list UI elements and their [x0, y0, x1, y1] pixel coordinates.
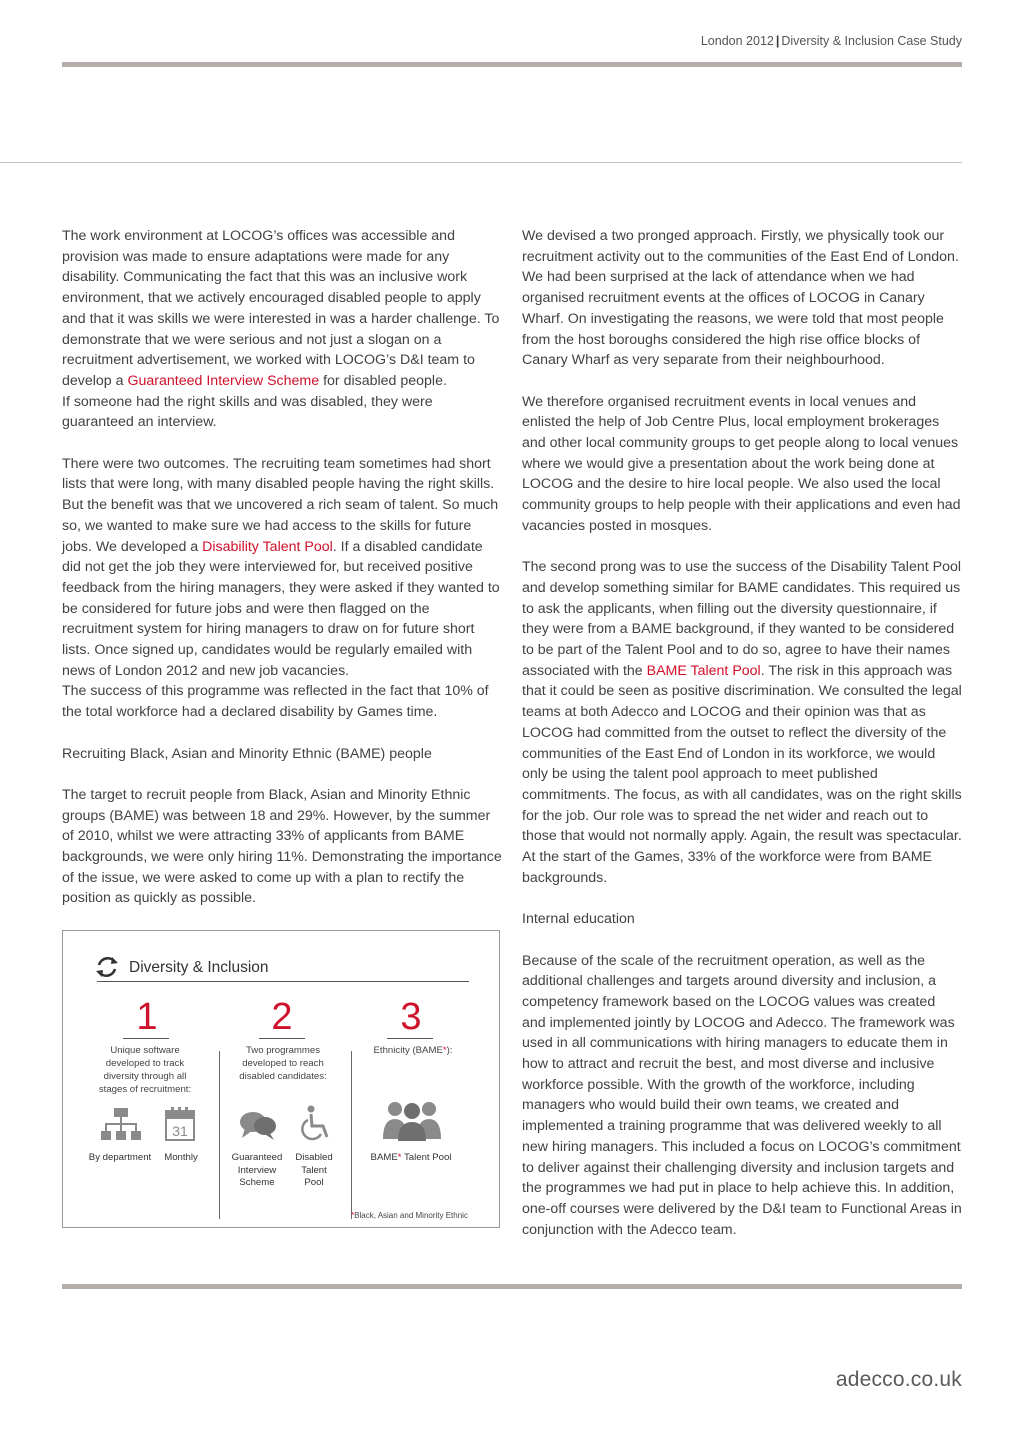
paragraph-two-pronged: We devised a two pronged approach. Firstly, we physically took our recruitment activity out to the communities of the East End of London. We had been surprised at the lack of attendance when we had organised recruitment events at the offices of LOCOG in Canary Wharf. On investigating the reasons, we were told that most people from the host boroughs considered the high rise office blocks of Canary Wharf as very separate from their neighbourhood.: [522, 228, 959, 369]
disability-talent-pool-link[interactable]: Disability Talent Pool: [202, 538, 333, 555]
stat-number-2: 2: [271, 996, 293, 1038]
paragraph-accessible-environment: The work environment at LOCOG’s offices was accessible and provision was made to ensure adaptations were made for any disability. Communicating the fact that this was an inclusive work environment, that we actively encouraged disabled people to apply and that it was skills we were interested in was a harder challenge. To demonstrate that we were serious and not just a slogan on a recruitment advertisement, we worked with LOCOG’s D&I team to develop a Guaranteed Interview Scheme for disabled people. If someone had the right skills and was disabled, they were guaranteed an interview.: [62, 228, 500, 431]
section-heading-internal-education: Internal education: [522, 911, 635, 928]
infobox-title-rule: [97, 981, 469, 982]
top-rule: [62, 62, 962, 67]
calendar-icon: [165, 1107, 195, 1141]
page-header: [701, 34, 962, 48]
wheelchair-icon: [299, 1105, 333, 1143]
infobox-title: Diversity & Inclusion: [129, 959, 269, 976]
label-monthly: Monthly: [164, 1152, 198, 1163]
stat-description-1: Unique software developed to track diversity through all stages of recruitment:: [98, 1045, 192, 1095]
stat-number-1: 1: [136, 996, 158, 1038]
section-heading-bame: Recruiting Black, Asian and Minority Ethnic (BAME) people: [62, 745, 432, 762]
paragraph-internal-education: Because of the scale of the recruitment operation, as well as the additional challenges and targets around diversity and inclusion, a competency framework based on the LOCOG values was created and implemented jointly by LOCOG and Adecco. The framework was used in all communications with hiring managers to educate them in how to attract and recruit the best, and most diverse and inclusive workforce possible. With the growth of the workforce, including managers who would build their own teams, we created and implemented a training programme that was delivered weekly to all new hiring managers. This included a focus on LOCOG’s commitment to deliver against their challenging diversity and inclusion targets and the programmes we had put in place to help achieve this. In addition, one-off courses were delivered by the D&I team to Functional Areas in conjunction with the Adecco team.: [522, 952, 962, 1238]
section-divider: [0, 162, 962, 163]
label-disabled-talent-pool: Disabled Talent Pool: [295, 1152, 333, 1188]
label-guaranteed-interview-scheme: Guaranteed Interview Scheme: [231, 1152, 283, 1188]
left-column: [62, 226, 502, 930]
header-separator: |: [775, 34, 780, 48]
paragraph-second-prong: The second prong was to use the success of the Disability Talent Pool and develop something similar for BAME candidates. This required us to ask the applicants, when filling out the diversity questionnaire, if they were from a BAME background, if they wanted to be considered to be part of the Talent Pool and to do so, agree to have their names associated with the BAME Talent Pool. The risk in this approach was that it could be seen as positive discrimination. We consulted the legal teams at both Adecco and LOCOG and their opinion was that as LOCOG had committed from the outset to reflect the diversity of the communities of the East End of London in its workforce, we would only be using the talent pool approach to meet published commitments. The focus, as with all candidates, was on the right skills for the job. Our role was to spread the net wider and reach out to those that would not normally apply. Again, the result was spectacular. At the start of the Games, 33% of the workforce were from BAME backgrounds.: [522, 559, 962, 886]
paragraph-two-outcomes: There were two outcomes. The recruiting team sometimes had short lists that were long, with many disabled people having the right skills. But the benefit was that we uncovered a rich seam of talent. So much so, we wanted to make sure we had access to the skills for future jobs. We developed a Disability Talent Pool. If a disabled candidate did not get the job they were interviewed for, but received positive feedback from the hiring managers, they were asked if they wanted to be considered for future jobs and were then flagged on the recruitment system for hiring managers to draw on for future short lists. Once signed up, candidates would be regularly emailed with news of London 2012 and new job vacancies. The success of this programme was reflected in the fact that 10% of the total workforce had a declared disability by Games time.: [62, 455, 500, 721]
header-event: London 2012: [700, 34, 774, 48]
stat-rule-3: [387, 1038, 433, 1039]
paragraph-local-venues: We therefore organised recruitment events in local venues and enlisted the help of Job Centre Plus, local employment brokerages and other local community groups to get people along to local venues where we would give a presentation about the work being done at LOCOG and the desire to hire local people. We also used the local community groups to help people with their applications and even had vacancies posted in mosques.: [522, 393, 961, 534]
org-chart-icon: [101, 1107, 141, 1143]
paragraph-bame-target: The target to recruit people from Black, Asian and Minority Ethnic groups (BAME) was between 18 and 29%. However, by the summer of 2010, whilst we were attracting 33% of applicants from BAME backgrounds, we were only hiring 11%. Demonstrating the importance of the issue, we were asked to come up with a plan to rectify the position as quickly as possible.: [62, 786, 502, 907]
stat-description-3: Ethnicity (BAME*):: [373, 1045, 453, 1056]
label-bame-talent-pool: BAME* Talent Pool: [370, 1152, 452, 1163]
refresh-cycle-icon: [93, 953, 121, 981]
bame-talent-pool-link[interactable]: BAME Talent Pool: [646, 662, 761, 679]
footer-url[interactable]: adecco.co.uk: [835, 1368, 962, 1391]
label-by-department: By department: [88, 1152, 152, 1163]
stat-description-2: Two programmes developed to reach disabled candidates:: [239, 1045, 327, 1082]
stat-rule-2: [259, 1038, 305, 1039]
infobox-footnote: *Black, Asian and Minority Ethnic: [351, 1211, 468, 1220]
guaranteed-interview-scheme-link[interactable]: Guaranteed Interview Scheme: [127, 372, 320, 389]
svg-text:31: 31: [172, 1123, 188, 1139]
stat-rule-1: [123, 1038, 169, 1039]
column-divider-1: [219, 1051, 220, 1219]
header-title: Diversity & Inclusion Case Study: [781, 34, 962, 48]
right-column: [522, 226, 962, 1261]
bottom-rule: [62, 1284, 962, 1289]
speech-bubbles-icon: [239, 1109, 277, 1141]
diversity-inclusion-infobox: [62, 930, 500, 1228]
column-divider-2: [351, 1051, 352, 1219]
stat-number-3: 3: [400, 996, 422, 1038]
people-group-icon: [381, 1099, 443, 1141]
